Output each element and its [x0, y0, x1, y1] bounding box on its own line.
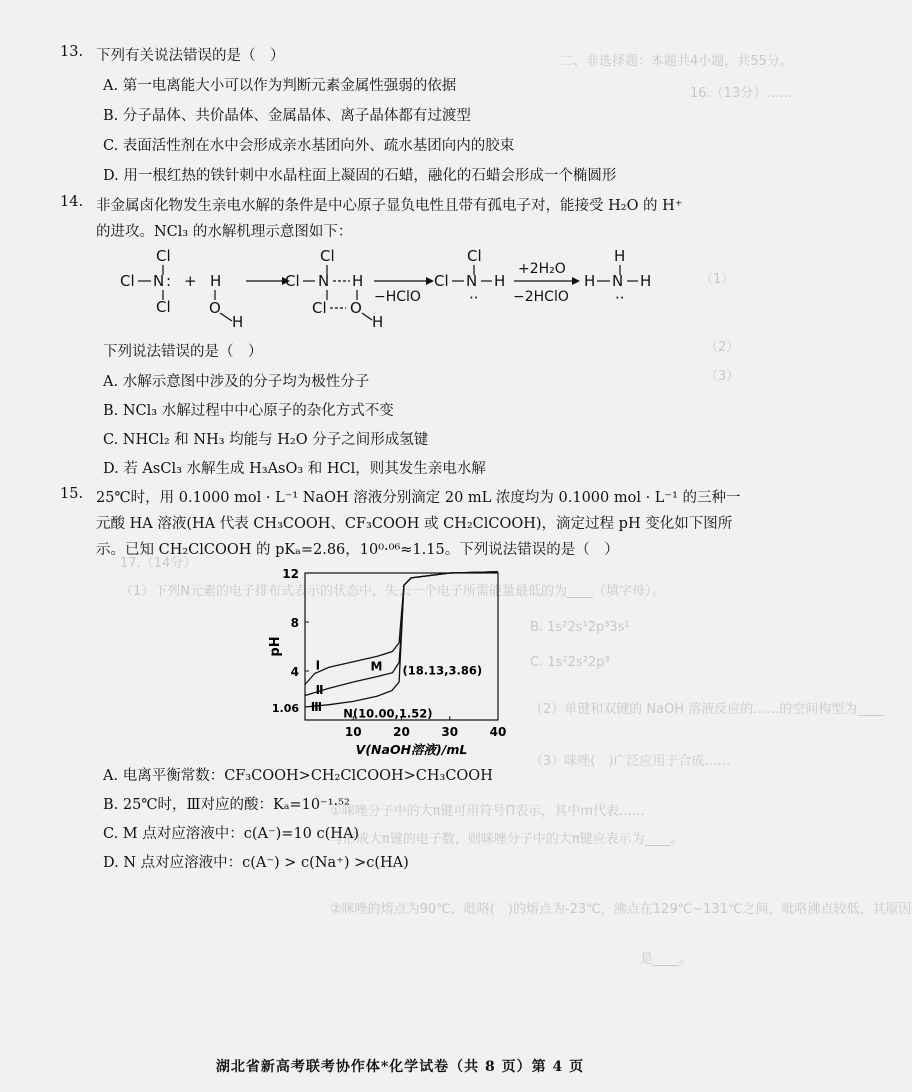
- x-tick-label: 40: [489, 725, 507, 739]
- scheme-atom: H: [640, 272, 652, 290]
- bleed-through-text: 二、非选择题：本题共4小题，共55分。: [560, 54, 793, 69]
- svg-text::: :: [166, 272, 172, 290]
- option-d: D. N 点对应溶液中：c(A⁻) > c(Na⁺) >c(HA): [103, 855, 409, 871]
- bleed-through-text: 与形成大π键的电子数，则咪唑分子中的大π键应表示为____。: [330, 832, 684, 847]
- scheme-atom: N: [612, 272, 624, 290]
- scheme-reagent: −2HClO: [513, 289, 569, 305]
- question-number: 13.: [60, 44, 84, 60]
- y-tick-label: 12: [282, 567, 299, 581]
- y-axis-label: pH: [268, 636, 283, 657]
- bleed-through-text: C. 1s²2s²2p³: [530, 655, 610, 670]
- hydrolysis-scheme: [0, 245, 800, 335]
- option-b: B. NCl₃ 水解过程中中心原子的杂化方式不变: [103, 403, 394, 419]
- bleed-through-text: 是____。: [640, 952, 693, 967]
- scheme-reagent: −HClO: [374, 289, 421, 305]
- question-number: 14.: [60, 194, 84, 210]
- question-stem: 下列有关说法错误的是（ ）: [96, 48, 285, 64]
- option-c: C. M 点对应溶液中：c(A⁻)=10 c(HA): [103, 826, 360, 842]
- series-label-2: Ⅱ: [315, 682, 324, 697]
- y-tick-label: 8: [290, 616, 299, 630]
- bleed-through-text: （1）下列N元素的电子排布式表示的状态中，失去一个电子所需能量最低的为____（填字母）。: [120, 584, 665, 599]
- question-stem-continued: 的进攻。NCl₃ 的水解机理示意图如下：: [96, 224, 353, 240]
- x-tick-label: 30: [441, 725, 459, 739]
- question-stem-continued: 元酸 HA 溶液(HA 代表 CH₃COOH、CF₃COOH 或 CH₂ClCOOH)，滴定过程 pH 变化如下图所: [96, 516, 733, 532]
- scheme-atom: H: [232, 313, 244, 331]
- series-label-3: Ⅲ: [310, 700, 323, 715]
- bleed-through-text: B. 1s²2s¹2p³3s¹: [530, 620, 630, 635]
- scheme-atom: H: [584, 272, 596, 290]
- bleed-through-text: （2）: [705, 340, 740, 355]
- titration-chart: [240, 560, 600, 760]
- bleed-through-text: （1）: [700, 272, 735, 287]
- option-d: D. 若 AsCl₃ 水解生成 H₃AsO₃ 和 HCl，则其发生亲电水解: [103, 461, 486, 477]
- scheme-atom: H: [210, 272, 222, 290]
- scheme-atom: Cl: [467, 247, 482, 265]
- scheme-atom: Cl: [285, 272, 300, 290]
- bleed-through-text: （2）单键和双键的 NaOH 溶液反应的……的空间构型为____: [530, 702, 884, 717]
- option-c: C. NHCl₂ 和 NH₃ 均能与 H₂O 分子之间形成氢键: [103, 432, 429, 448]
- option-a: A. 电离平衡常数：CF₃COOH>CH₂ClCOOH>CH₃COOH: [103, 768, 493, 784]
- scheme-atom: N: [466, 272, 478, 290]
- scheme-atom: Cl: [156, 247, 171, 265]
- scheme-atom: O: [209, 299, 221, 317]
- y-tick-label: 4: [290, 665, 299, 679]
- scheme-atom: H: [372, 313, 384, 331]
- option-c: C. 表面活性剂在水中会形成亲水基团向外、疏水基团向内的胶束: [103, 138, 515, 154]
- point-m-coord-label: (18.13,3.86): [402, 663, 483, 678]
- question-stem-continued: 示。已知 CH₂ClCOOH 的 pKₐ=2.86，10⁰·⁰⁶≈1.15。下列说法错误的是（ ）: [96, 542, 619, 558]
- point-n-label: N(10.00,1.52): [343, 706, 433, 721]
- scheme-atom: H: [614, 247, 626, 265]
- svg-text:··: ··: [615, 289, 625, 307]
- bleed-through-text: 16.（13分）……: [690, 86, 793, 101]
- series-label-1: Ⅰ: [315, 658, 321, 673]
- scheme-atom: N: [318, 272, 330, 290]
- question-stem: 非金属卤化物发生亲电水解的条件是中心原子显负电性且带有孤电子对，能接受 H₂O 的 H⁺: [96, 198, 683, 214]
- option-a: A. 水解示意图中涉及的分子均为极性分子: [103, 374, 370, 390]
- option-b: B. 25℃时，Ⅲ对应的酸：Kₐ=10⁻¹·⁵²: [103, 797, 350, 813]
- x-tick-label: 20: [393, 725, 410, 739]
- question-ask: 下列说法错误的是（ ）: [103, 344, 263, 360]
- bleed-through-text: （3）: [705, 369, 740, 384]
- svg-text:··: ··: [469, 289, 479, 307]
- scheme-atom: Cl: [156, 298, 171, 316]
- point-m-label: M: [370, 659, 383, 674]
- page-footer: 湖北省新高考联考协作体*化学试卷（共 8 页）第 4 页: [215, 1059, 585, 1075]
- scheme-reagent: +2H₂O: [518, 261, 566, 277]
- bleed-through-text: 17.（14分）: [120, 556, 197, 571]
- question-stem: 25℃时，用 0.1000 mol · L⁻¹ NaOH 溶液分别滴定 20 mL 浓度均为 0.1000 mol · L⁻¹ 的三种一: [96, 490, 741, 506]
- scheme-atom: N: [153, 272, 165, 290]
- x-axis-label: V(NaOH溶液)/mL: [355, 742, 468, 757]
- scheme-atom: H: [352, 272, 364, 290]
- y-tick-label: 1.06: [271, 702, 299, 716]
- scheme-plus: +: [184, 272, 197, 290]
- x-tick-label: 10: [344, 725, 362, 739]
- bleed-through-text: （3）咪唑( )广泛应用于合成……: [530, 754, 731, 769]
- scheme-atom: Cl: [434, 272, 449, 290]
- scheme-atom: Cl: [312, 299, 327, 317]
- scheme-atom: H: [494, 272, 506, 290]
- option-b: B. 分子晶体、共价晶体、金属晶体、离子晶体都有过渡型: [103, 108, 471, 124]
- option-d: D. 用一根红热的铁针刺中水晶柱面上凝固的石蜡，融化的石蜡会形成一个椭圆形: [103, 168, 617, 184]
- scheme-atom: Cl: [120, 272, 135, 290]
- option-a: A. 第一电离能大小可以作为判断元素金属性强弱的依据: [103, 78, 457, 94]
- question-number: 15.: [60, 486, 84, 502]
- scheme-atom: O: [350, 299, 362, 317]
- bleed-through-text: ①咪唑分子中的大π键可用符号Π表示，其中m代表……: [330, 804, 645, 819]
- bleed-through-text: ②咪唑的熔点为90℃，吡咯( )的熔点为-23℃，沸点在129℃~131℃之间，吡咯沸点较低，其原因: [330, 902, 912, 917]
- scheme-atom: Cl: [320, 247, 335, 265]
